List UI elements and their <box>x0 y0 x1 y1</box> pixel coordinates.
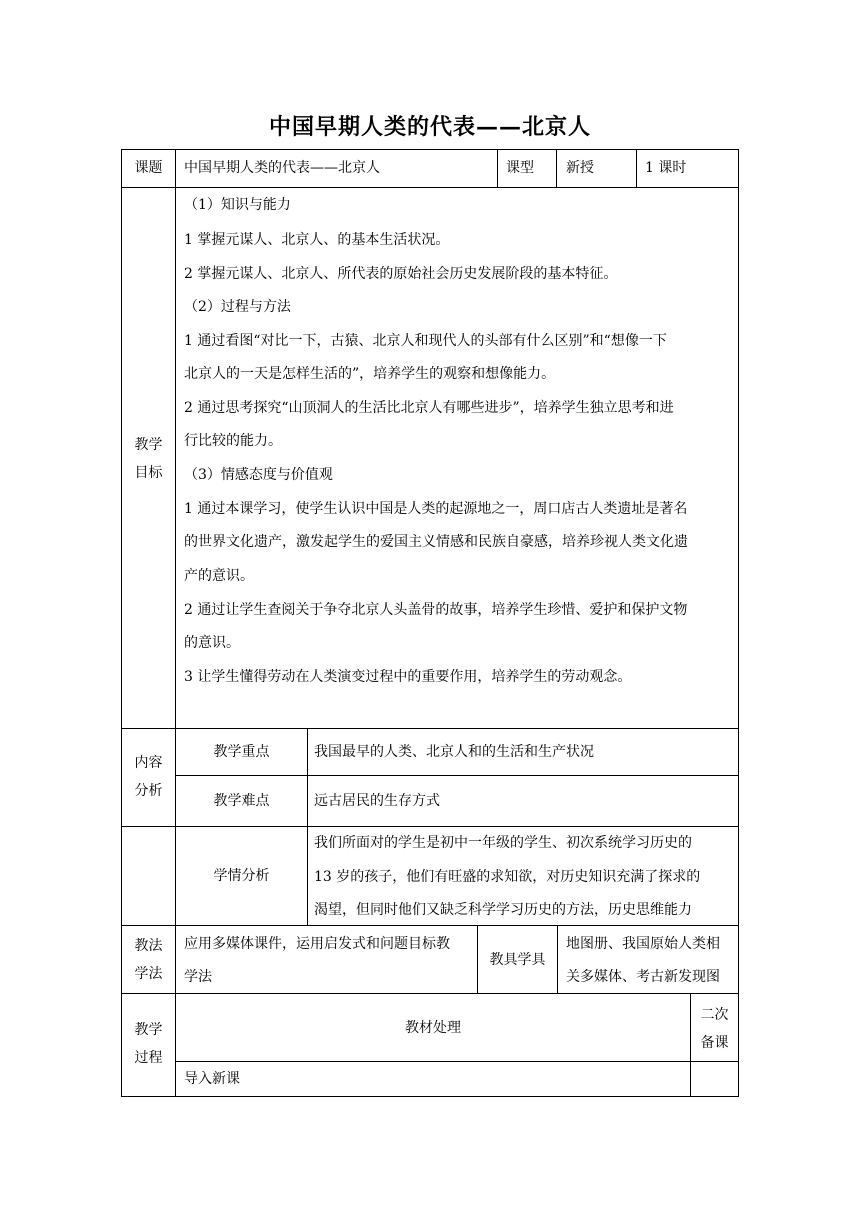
intro-label: 导入新课 <box>184 1071 240 1087</box>
content-analysis-label-line1: 内容 <box>134 755 163 771</box>
objective-line: （2）过程与方法 <box>184 299 291 315</box>
objective-line: 2 掌握元谋人、北京人、所代表的原始社会历史发展阶段的基本特征。 <box>184 266 618 282</box>
column-divider <box>175 149 176 1097</box>
objective-line: 1 通过本课学习，使学生认识中国是人类的起源地之一，周口店古人类遗址是著名 <box>184 501 688 517</box>
column-divider <box>636 149 637 188</box>
method-label <box>122 932 175 988</box>
method-value-line: 学法 <box>184 969 212 985</box>
objective-line: 的意识。 <box>184 635 240 651</box>
objectives-label <box>122 431 175 487</box>
objective-line: 1 通过看图“对比一下，古猿、北京人和现代人的头部有什么区别”和“想像一下 <box>184 333 667 349</box>
method-label-line1: 教法 <box>134 938 163 954</box>
objective-line: 北京人的一天是怎样生活的”，培养学生的观察和想像能力。 <box>184 366 556 382</box>
objective-line: 2 通过思考探究“山顶洞人的生活比北京人有哪些进步”，培养学生独立思考和进 <box>184 400 674 416</box>
row-divider <box>121 728 739 729</box>
row-divider <box>121 993 739 994</box>
process-label <box>122 1016 175 1072</box>
objectives-label-line2: 目标 <box>134 465 163 481</box>
objective-line: 3 让学生懂得劳动在人类演变过程中的重要作用，培养学生的劳动观念。 <box>184 669 632 685</box>
row-divider <box>175 775 739 776</box>
tools-label: 教具学具 <box>489 952 546 968</box>
row-divider <box>121 187 739 188</box>
objective-line: 2 通过让学生查阅关于争夺北京人头盖骨的故事，培养学生珍惜、爱护和保护文物 <box>184 602 688 618</box>
column-divider <box>556 149 557 188</box>
objective-line: （3）情感态度与价值观 <box>184 467 333 483</box>
second-prep-label <box>691 1001 738 1057</box>
row-divider <box>121 925 739 926</box>
column-divider <box>497 149 498 188</box>
tools-value-line: 关多媒体、考古新发现图 <box>566 969 720 985</box>
column-divider <box>557 925 558 994</box>
table-border-bottom <box>121 1096 739 1097</box>
method-label-line2: 学法 <box>134 966 163 982</box>
objective-line: 1 掌握元谋人、北京人、的基本生活状况。 <box>184 232 450 248</box>
objective-line: 产的意识。 <box>184 568 254 584</box>
student-analysis-line: 13 岁的孩子，他们有旺盛的求知欲，对历史知识充满了探求的 <box>314 869 701 885</box>
student-analysis-line: 渴望，但同时他们又缺乏科学学习历史的方法，历史思维能力 <box>314 902 692 918</box>
method-value-line: 应用多媒体课件，运用启发式和问题目标教 <box>184 936 450 952</box>
student-analysis-label: 学情分析 <box>213 868 270 884</box>
difficulty-label: 教学难点 <box>213 793 270 809</box>
content-analysis-label <box>122 749 175 805</box>
objective-line: 行比较的能力。 <box>184 433 282 449</box>
process-label-line2: 过程 <box>134 1050 163 1066</box>
objectives-label-line1: 教学 <box>134 437 163 453</box>
hours-value: 1 课时 <box>645 160 687 176</box>
second-prep-line1: 二次 <box>700 1007 729 1023</box>
material-handling-label: 教材处理 <box>405 1020 461 1036</box>
tools-value-line: 地图册、我国原始人类相 <box>566 936 720 952</box>
objective-line: 的世界文化遗产，激发起学生的爱国主义情感和民族自豪感，培养珍视人类文化遗 <box>184 534 688 550</box>
content-analysis-label-line2: 分析 <box>134 783 163 799</box>
type-value: 新授 <box>566 160 594 176</box>
difficulty-value: 远古居民的生存方式 <box>314 793 440 809</box>
student-analysis-line: 我们所面对的学生是初中一年级的学生、初次系统学习历史的 <box>314 835 692 851</box>
key-point-value: 我国最早的人类、北京人和的生活和生产状况 <box>314 744 594 760</box>
topic-value: 中国早期人类的代表——北京人 <box>184 160 380 176</box>
key-point-label: 教学重点 <box>213 744 270 760</box>
objective-line: （1）知识与能力 <box>184 197 291 213</box>
type-label: 课型 <box>506 160 534 176</box>
table-border-top <box>121 149 739 150</box>
row-divider <box>175 1061 739 1062</box>
column-divider <box>307 728 308 926</box>
process-label-line1: 教学 <box>134 1022 163 1038</box>
row-divider <box>121 826 739 827</box>
page-title: 中国早期人类的代表——北京人 <box>268 114 591 140</box>
second-prep-line2: 备课 <box>700 1035 729 1051</box>
topic-label: 课题 <box>134 160 163 176</box>
table-border-right <box>738 149 739 1097</box>
